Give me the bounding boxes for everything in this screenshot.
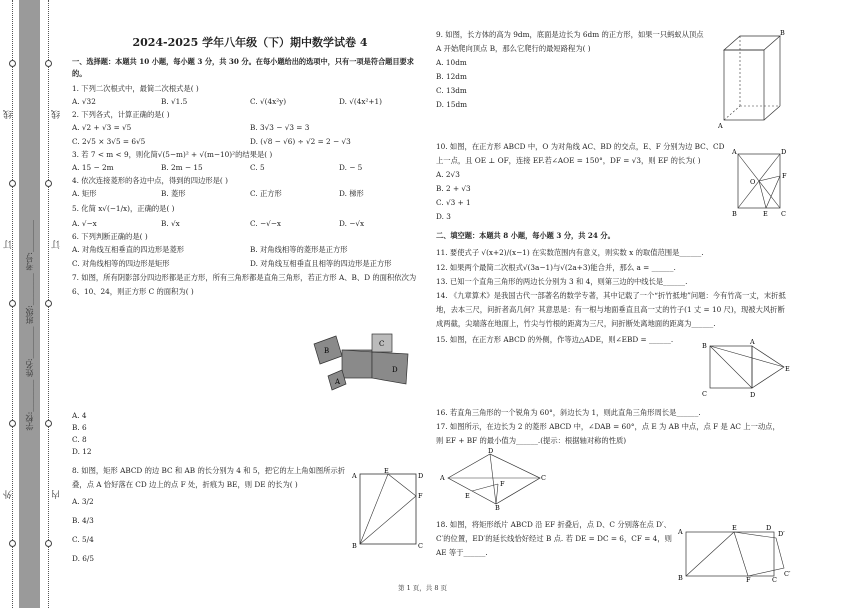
binding-label-outer-2: 订 <box>4 240 14 249</box>
question-18-figure <box>676 524 794 582</box>
option-b: B. 菱形 <box>161 189 186 198</box>
option-d: D. − 5 <box>339 163 363 172</box>
option-d: D. √(4x²+1) <box>339 97 383 106</box>
fig-label: C <box>379 340 385 348</box>
question-6-options-row2 <box>72 257 428 271</box>
fig-label: E <box>732 524 737 532</box>
question-9-figure <box>718 30 788 130</box>
binding-hole <box>9 180 16 187</box>
option-d: D. 对角线互相垂直且相等的四边形是正方形 <box>250 259 392 268</box>
question-6: 6. 下列判断正确的是( ) <box>72 232 148 241</box>
fig-label: B <box>780 30 785 37</box>
fig-label: B <box>732 210 737 218</box>
option-a: A. 2√3 <box>436 170 460 179</box>
question-9-line2: A 开始爬向顶点 B，那么它爬行的最短路程为( ) <box>436 44 591 53</box>
option-b: B. 2m − 15 <box>161 163 203 172</box>
question-18-text: 18. 如图，将矩形纸片 ABCD 沿 EF 折叠后，点 D、C 分别落在点 D′、C′的位置，ED′的延长线恰好经过 B 点. 若 DE = DC = 6，CF = 4，则 AE 等于______. <box>436 520 672 557</box>
question-3-options <box>72 161 428 175</box>
question-12: 12. 如果两个最简二次根式√(3a−1)与√(2a+3)能合并，那么 a = ______. <box>436 263 676 272</box>
option-c: C. 13dm <box>436 86 467 95</box>
student-info-fields: 学校:________ 姓名:________ 班级:________ 考号:________ <box>25 220 34 431</box>
fig-label: D <box>418 472 424 480</box>
fig-label: F <box>500 480 505 488</box>
option-c: C. 8 <box>72 435 87 444</box>
question-15: 15. 如图，在正方形 ABCD 的外侧，作等边△ADE，则∠EBD = ______. <box>436 335 674 344</box>
option-a: A. 15 − 2m <box>72 163 114 172</box>
fig-label: B <box>324 347 330 355</box>
binding-hole <box>45 60 52 67</box>
fig-label: E <box>465 492 470 500</box>
fig-label: B <box>352 542 357 550</box>
binding-label-inner-1: 线 <box>52 110 62 119</box>
option-b: B. √1.5 <box>161 97 188 106</box>
question-8-figure <box>350 468 430 550</box>
fig-label: F <box>782 172 787 180</box>
fig-label: F <box>746 576 751 582</box>
option-d: D. 15dm <box>436 100 468 109</box>
option-c: C. −√−x <box>250 219 281 228</box>
option-a: A. √32 <box>72 97 96 106</box>
question-17: 17. 如图所示，在边长为 2 的菱形 ABCD 中，∠DAB = 60°，点 E 为 AB 中点，点 F 是 AC 上一动点，则 EF + BF 的最小值为______.(提示：根据轴对称的性质) <box>436 422 780 445</box>
binding-label-outer-3: 外 <box>4 490 14 499</box>
question-7-figure <box>310 332 430 394</box>
fig-label: A <box>750 338 755 346</box>
question-14: 14. 《九章算术》是我国古代一部著名的数学专著，其中记载了一个“折竹抵地”问题：今有竹高一丈，末折抵地，去本三尺，问折者高几何？其意思是：有一根与地面垂直且高一丈的竹子(1 丈 = 10 尺)，现被大风折断成两截，尖端落在地面上，竹尖与竹根的距离为三尺，问折断处离地面的距离为______. <box>436 291 786 328</box>
question-3: 3. 若 7 < m < 9，则化简√(5−m)² + √(m−10)²的结果是( ) <box>72 150 273 159</box>
question-2: 2. 下列各式，计算正确的是( ) <box>72 110 170 119</box>
binding-hole <box>9 300 16 307</box>
question-4: 4. 依次连接菱形的各边中点，得到的四边形是( ) <box>72 176 228 185</box>
question-11: 11. 要使式子 √(x+2)/(x−1) 在实数范围内有意义，则实数 x 的取值范围是______. <box>436 248 704 257</box>
option-b: B. 4/3 <box>72 516 94 525</box>
question-10-figure <box>730 148 790 218</box>
option-b: B. 3√3 − √3 = 3 <box>250 123 310 132</box>
fig-label: C <box>418 542 423 550</box>
option-b: B. √x <box>161 219 180 228</box>
option-a: A. 对角线互相垂直的四边形是菱形 <box>72 245 185 254</box>
question-13: 13. 已知一个直角三角形的两边长分别为 3 和 4，则第三边的中线长是______. <box>436 277 688 286</box>
fig-label: A <box>440 474 445 482</box>
fig-label: C <box>772 576 777 582</box>
question-1-options <box>72 95 428 109</box>
question-8-line2: 叠，点 A 恰好落在 CD 边上的点 F 处，折痕为 BE，则 DE 的长为( ) <box>72 480 298 489</box>
question-18 <box>436 518 676 560</box>
binding-hole <box>45 540 52 547</box>
left-column <box>72 0 428 299</box>
section-1-heading: 一、选择题：本题共 10 小题，每小题 3 分，共 30 分。在每小题给出的选项中，只有一项是符合题目要求的。 <box>72 57 414 78</box>
binding-hole <box>45 300 52 307</box>
fig-label: C′ <box>784 570 791 578</box>
fig-label: C <box>702 390 707 398</box>
option-d: D. 6/5 <box>72 554 94 563</box>
binding-label-outer-1: 线 <box>4 110 14 119</box>
section-2-heading: 二、填空题：本题共 8 小题，每小题 3 分，共 24 分。 <box>436 231 615 240</box>
fig-label: B <box>495 504 500 510</box>
question-15-figure <box>700 338 792 400</box>
question-7-line1: 7. 如图，所有阴影部分四边形都是正方形，所有三角形都是直角三角形，若正方形 A、B、D 的面积依次为 <box>72 273 417 282</box>
question-2-options <box>72 121 428 135</box>
option-d: D. 3 <box>436 212 451 221</box>
option-c: C. 正方形 <box>250 189 282 198</box>
exam-title: 2024-2025 学年八年级（下）期中数学试卷 4 <box>132 36 368 49</box>
fig-label: D <box>781 148 787 156</box>
questions-16-18 <box>436 406 786 448</box>
option-a: A. √−x <box>72 219 97 228</box>
fig-label: D <box>392 366 398 374</box>
question-5-options <box>72 217 428 231</box>
option-b: B. 对角线相等的菱形是正方形 <box>250 245 348 254</box>
fig-label: C <box>781 210 786 218</box>
question-6-options <box>72 243 428 257</box>
option-c: C. 5/4 <box>72 535 94 544</box>
option-d: D. −√x <box>339 219 365 228</box>
option-d: D. (√8 − √6) ÷ √2 = 2 − √3 <box>250 137 351 146</box>
fig-label: E <box>763 210 768 218</box>
fig-label: A <box>718 122 723 130</box>
binding-hole <box>45 180 52 187</box>
option-a: A. 3/2 <box>72 497 94 506</box>
option-c: C. 对角线相等的四边形是矩形 <box>72 259 170 268</box>
fig-label: C <box>541 474 546 482</box>
question-7-options <box>72 410 428 458</box>
option-c: C. 2√5 × 3√5 = 6√5 <box>72 137 146 146</box>
option-d: D. 12 <box>72 447 92 456</box>
fig-label: A <box>678 528 683 536</box>
question-17-figure <box>440 448 550 510</box>
question-16: 16. 若直角三角形的一个锐角为 60°，斜边长为 1，则此直角三角形周长是______. <box>436 408 701 417</box>
fig-label: D′ <box>778 530 785 538</box>
option-a: A. √2 + √3 = √5 <box>72 123 132 132</box>
fig-label: A <box>732 148 737 156</box>
fig-label: D <box>488 448 494 455</box>
option-c: C. √(4x²y) <box>250 97 287 106</box>
question-9-line1: 9. 如图，长方体的高为 9dm，底面是边长为 6dm 的正方形，如果一只蚂蚁从顶点 <box>436 30 704 39</box>
option-c: C. 5 <box>250 163 265 172</box>
option-a: A. 10dm <box>436 58 467 67</box>
question-10-line1: 10. 如图，在正方形 ABCD 中，O 为对角线 AC、BD 的交点，E、F 分别为边 BC、CD <box>436 142 725 151</box>
fig-label: A <box>335 378 341 386</box>
question-10-line2: 上一点，且 OE ⊥ OF，连接 EF.若∠AOE = 150°，DF = √3，则 EF 的长为( ) <box>436 156 701 165</box>
option-d: D. 梯形 <box>339 189 364 198</box>
option-b: B. 6 <box>72 423 87 432</box>
option-b: B. 12dm <box>436 72 467 81</box>
option-a: A. 4 <box>72 411 87 420</box>
fig-label: F <box>418 492 423 500</box>
question-4-options <box>72 187 428 201</box>
question-1: 1. 下列二次根式中，最简二次根式是( ) <box>72 84 199 93</box>
fig-label: B <box>678 574 683 582</box>
fig-label: E <box>384 468 389 475</box>
page-footer: 第 1 页，共 8 页 <box>398 584 448 592</box>
binding-hole <box>9 540 16 547</box>
question-8-line1: 8. 如图，矩形 ABCD 的边 BC 和 AB 的长分别为 4 和 5，把它的左上角如图所示折 <box>72 466 346 475</box>
option-a: A. 矩形 <box>72 189 97 198</box>
binding-hole <box>45 420 52 427</box>
binding-label-inner-2: 订 <box>52 240 62 249</box>
binding-margin <box>0 0 62 608</box>
question-7-line2: 6、10、24，则正方形 C 的面积为( ) <box>72 287 194 296</box>
option-b: B. 2 + √3 <box>436 184 471 193</box>
fig-label: E <box>785 365 790 373</box>
fig-label: B <box>702 342 707 350</box>
fig-label: D <box>750 391 756 399</box>
binding-label-inner-3: 内 <box>52 490 62 499</box>
binding-hole <box>9 420 16 427</box>
fig-label: A <box>352 472 357 480</box>
binding-hole <box>9 60 16 67</box>
question-2-options-row2 <box>72 135 428 149</box>
option-c: C. √3 + 1 <box>436 198 471 207</box>
fig-label: O <box>750 178 756 186</box>
question-5: 5. 化简 x√(−1/x)，正确的是( ) <box>72 204 175 213</box>
fig-label: D <box>766 524 772 532</box>
